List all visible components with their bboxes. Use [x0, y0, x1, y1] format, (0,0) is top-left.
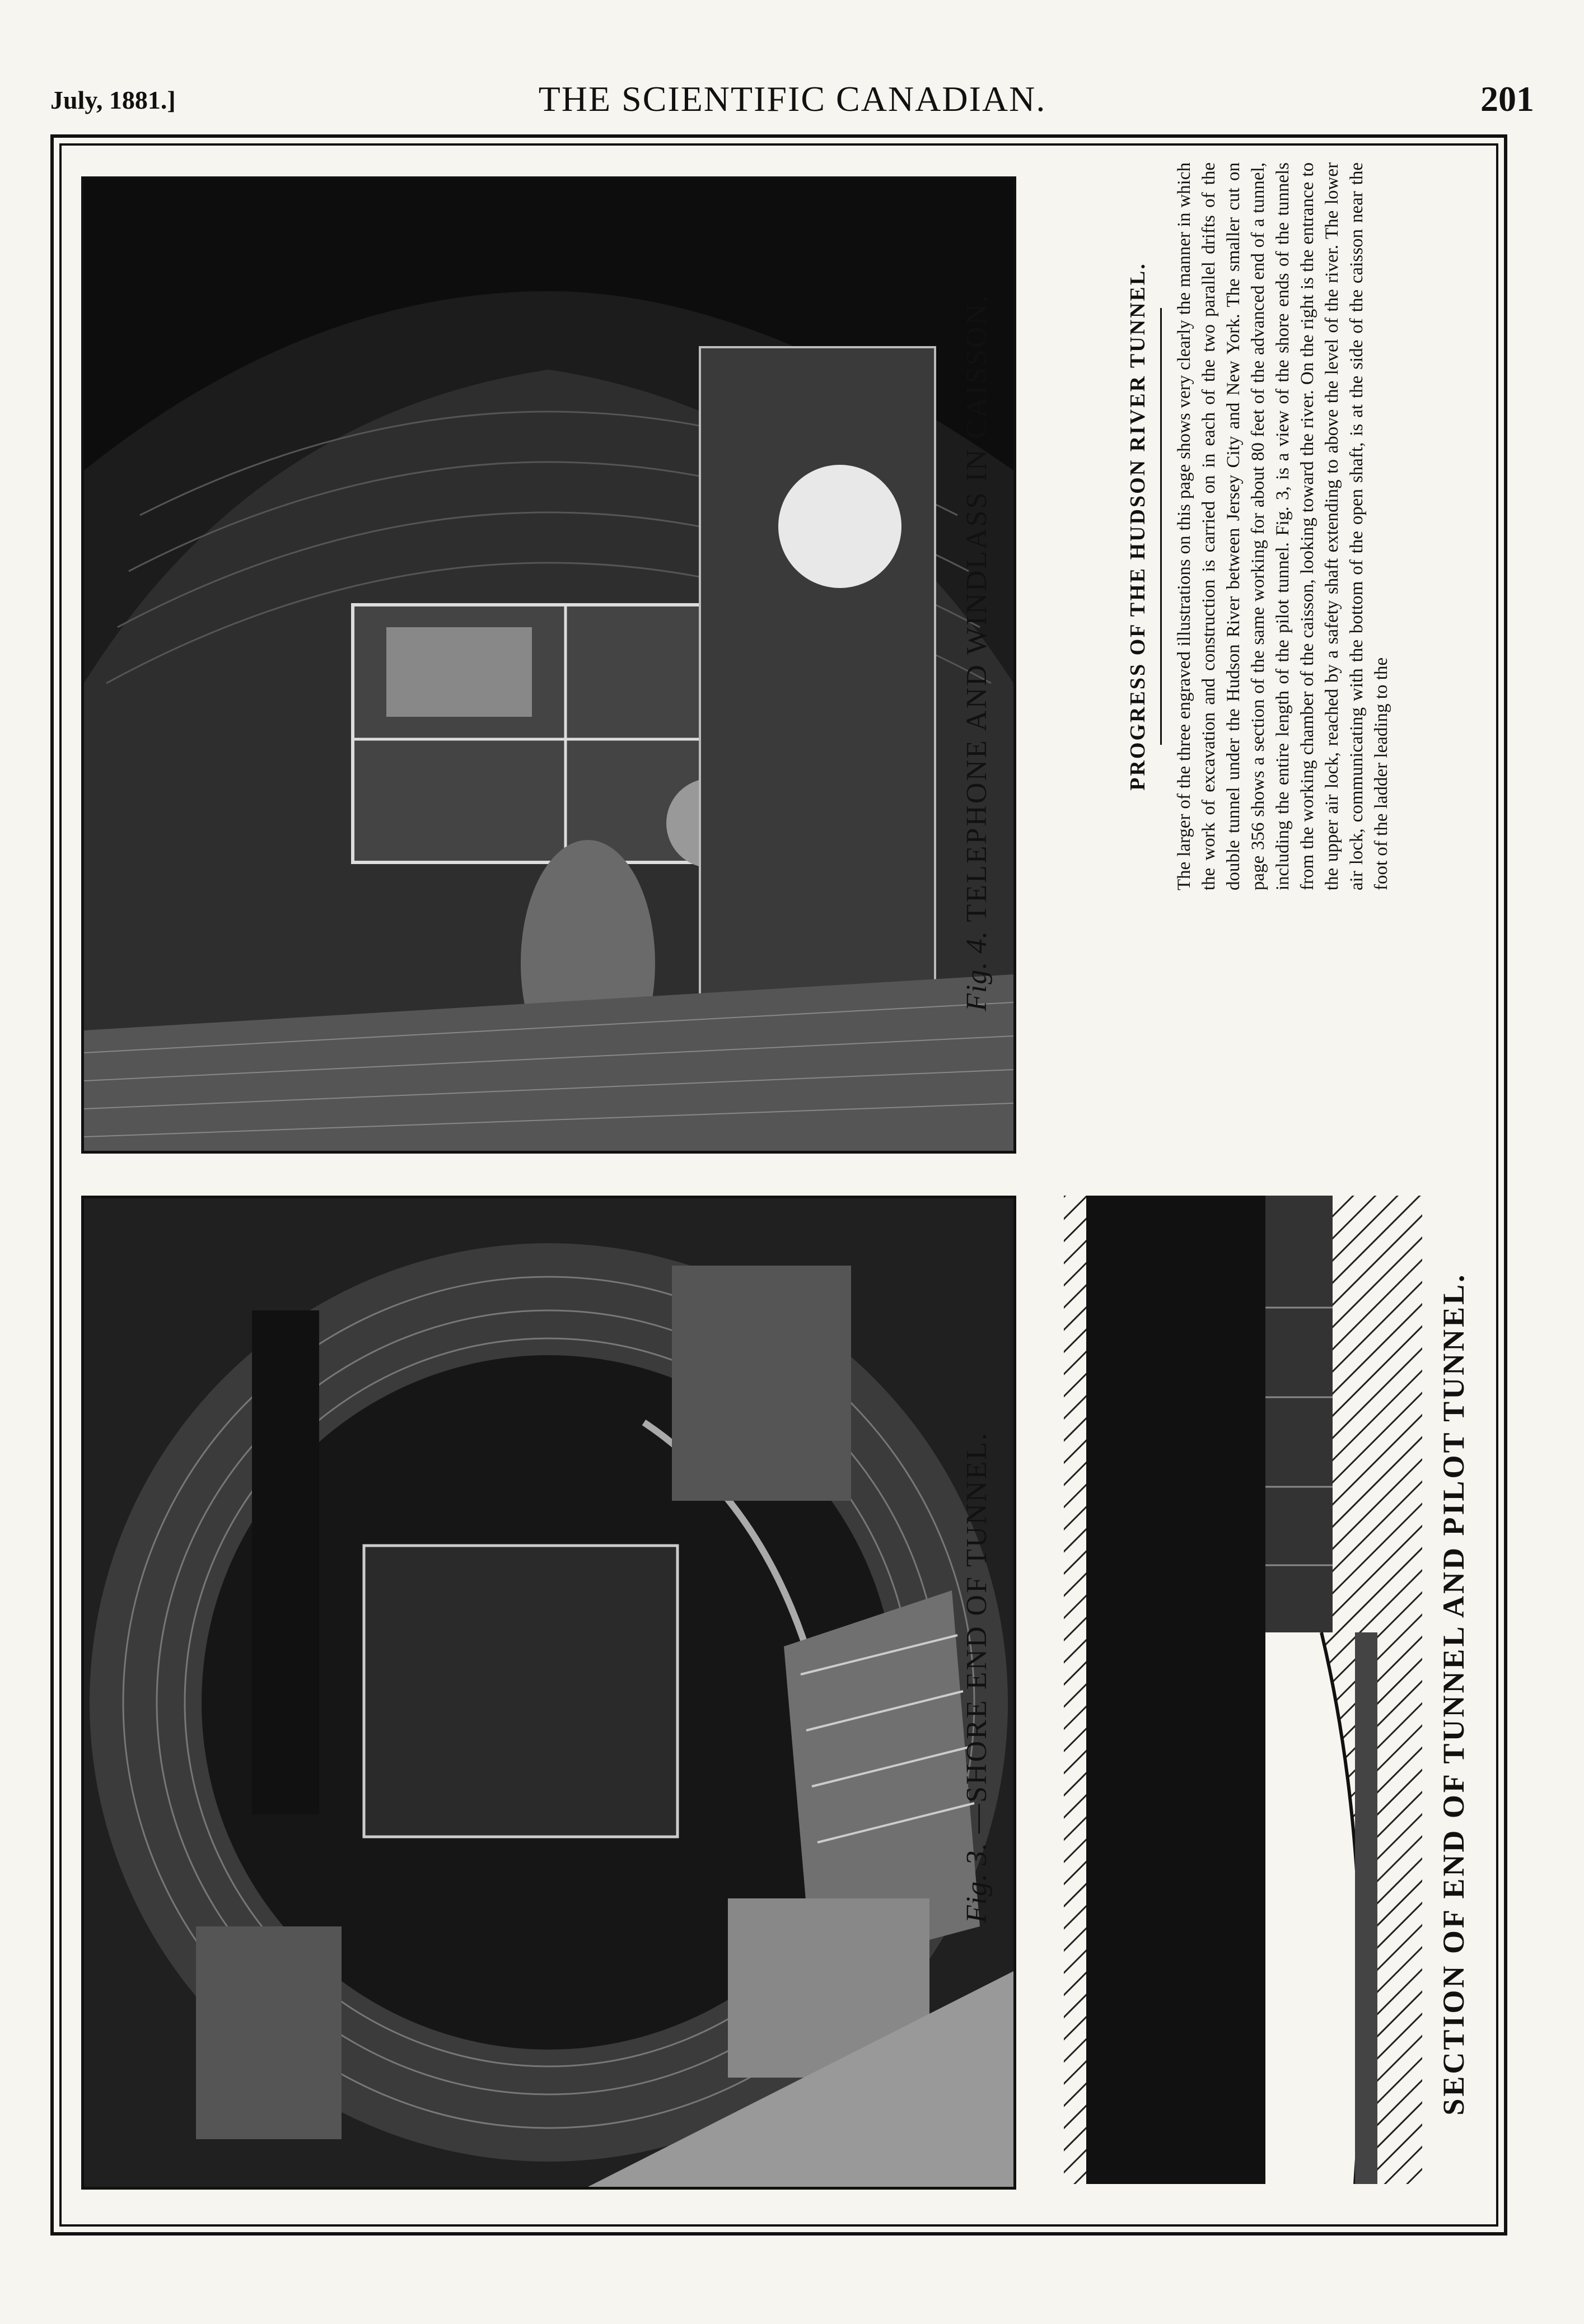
fig4-label: Fig. 4. [961, 930, 993, 1011]
page-number: 201 [1480, 79, 1534, 119]
article-body: The larger of the three engraved illustrations on this page shows very clearly the manner in which the work of excavation and construction is carried on in each of the two parallel drifts of the double tunnel under the Hudson River between Jersey City and New York. The smaller cut on page 356 shows a section of the same working for about 80 feet of the advanced end of a tunnel, including the entire length of the pilot tunnel. Fig. 3, is a view of the shore ends of the tunnels from the working chamber of the caisson, looking toward the river. On the right is the entrance to the upper air lock, reached by a safety shaft extending to above the level of the river. The lower air lock, communicating with the bottom of the open shaft, is at the side of the caisson near the foot of the ladder leading to the [1174, 162, 1391, 890]
article-column [1125, 162, 1484, 890]
section-title: SECTION OF END OF TUNNEL AND PILOT TUNNEL. [1437, 1272, 1470, 2116]
running-header [50, 78, 1534, 129]
section-caption [1436, 1168, 1475, 2220]
fig3-caption [960, 1313, 999, 2041]
fig3-title: —SHORE END OF TUNNEL. [961, 1431, 993, 1833]
article-title: PROGRESS OF THE HUDSON RIVER TUNNEL. [1126, 262, 1150, 791]
fig3-label: Fig. 3. [961, 1842, 993, 1924]
article-divider [1160, 308, 1162, 745]
section-diagram [1064, 1196, 1422, 2184]
fig4-engraving [81, 176, 1016, 1154]
fig4-title: TELEPHONE AND WINDLASS IN CAISSON. [961, 293, 993, 922]
journal-title: THE SCIENTIFIC CANADIAN. [538, 79, 1046, 119]
issue-date: July, 1881.] [50, 86, 176, 114]
fig3-engraving [81, 1196, 1016, 2190]
fig4-caption [960, 232, 999, 1072]
